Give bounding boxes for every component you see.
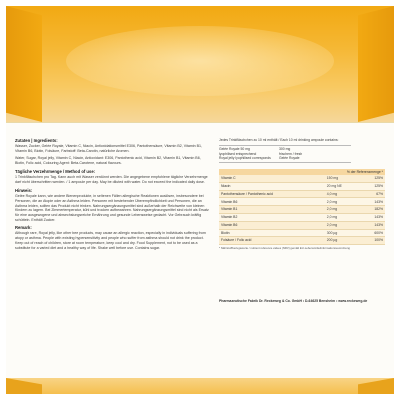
nutrient-reference-percent: 600% (361, 229, 385, 237)
nutrient-name: Vitamin B6 (219, 221, 325, 229)
nutrient-reference-percent: 143% (361, 198, 385, 206)
top-flap-highlight (66, 26, 334, 96)
label-panel (6, 122, 394, 394)
nutrient-name: Vitamin C (219, 175, 325, 182)
nutrient-reference-percent: 143% (361, 221, 385, 229)
nutrient-reference-percent: 143% (361, 213, 385, 221)
nutrient-amount: 200 µg (325, 237, 361, 245)
nutrient-amount: 2,0 mg (325, 213, 361, 221)
nutrition-column (219, 138, 385, 251)
nutrient-name: Vitamin B1 (219, 206, 325, 214)
warning-text: Gelée Royale kann, wie andere Bienenprodukte, in seltenen Fällen allergische Reaktionen auslösen, insbesondere bei Personen, die an Atopie oder an Asthma leiden. Personen mit bestehender Überempfindlichkeit und Personen, die an Asthma leiden, sollten das Produkt nicht trinken. Nahrungsergänzungsmittel sind außerhalb der Reichweite von kleinen Kindern zu lagern. Bei Zimmertemperatur, kühl und trocken aufbewahren. Nahrungsergänzungsmittel sind nicht als Ersatz für eine ausgewogene und abwechslungsreiche Ernährung und gesunde Lebensweise gedacht. Vor Gebrauch kräftig schütteln. Enthält Zucker. (15, 194, 209, 222)
usage-title: Tägliche Verzehrmenge / Method of use: (15, 168, 96, 174)
left-text-column (15, 138, 211, 253)
top-flap-right-tab (358, 6, 394, 122)
nutrition-row (219, 213, 385, 221)
nutrient-name: Pantothensäure / Pantothenic acid (219, 190, 325, 198)
nutrient-amount: 4,0 mg (325, 190, 361, 198)
ingredients-en: Water, Sugar, Royal jelly, Vitamin C, Niacin, Antioxidant: E306, Pantothenic acid, Vitamin B2, Vitamin B1, Vitamin B6, Biotin, Folic acid, Colouring Agent: Beta-Carotene, natural flavours. (15, 156, 201, 166)
nutrient-name: Folsäure / Folic acid (219, 237, 325, 245)
nutrition-row (219, 221, 385, 229)
nutrient-name: Biotin (219, 229, 325, 237)
usage-text: 1 Trinkfläschchen pro Tag. Kann auch mit Wasser verdünnt werden. Die angegebene empfohlene tägliche Verzehrmenge darf nicht überschritten werden. / 1 ampoule per day. May be diluted with water. Do not exceed the indicated daily dose. (15, 174, 208, 184)
nutrient-amount: 150 mg (325, 175, 361, 182)
nutrition-row (219, 198, 385, 206)
bottom-flap-left-tab (6, 378, 42, 394)
nutrient-reference-percent: 125% (361, 182, 385, 190)
royal-jelly-name: Gelée Royale 50 mg lyophilised entsprechend Royal jelly lyophilised corresponds (219, 147, 271, 161)
bottom-flap-right-tab (358, 378, 394, 394)
nutrition-row (219, 190, 385, 198)
top-flap-left-tab (6, 6, 42, 122)
nutrition-row (219, 175, 385, 182)
nutrient-name: Niacin (219, 182, 325, 190)
nutrition-row (219, 206, 385, 214)
bottom-flap (6, 378, 394, 394)
nutrient-reference-percent: 100% (361, 237, 385, 245)
nutrient-reference-percent: 125% (361, 175, 385, 182)
nutrient-name: Vitamin B6 (219, 198, 325, 206)
remark-title: Remark: (15, 225, 32, 231)
nutrition-row (219, 182, 385, 190)
nutrient-amount: 2,0 mg (325, 221, 361, 229)
royal-jelly-amount: 300 mg frischem / fresh Gelée Royale (279, 147, 303, 161)
manufacturer-line: Pharmazeutische Fabrik Dr. Reckeweg & Co. GmbH • D-64625 Bensheim • www.reckeweg.de (219, 299, 368, 303)
nutrient-amount: 2,0 mg (325, 206, 361, 214)
warning-title: Hinweis: (15, 188, 33, 194)
nutrition-table (219, 169, 385, 245)
royal-jelly-block (219, 145, 351, 162)
nutrient-amount: 300 µg (325, 229, 361, 237)
remark-text: Although rare, Royal jelly, like other bee products, may cause an allergic reaction, especially in individuals suffering from atopy or asthma. People with existing hypersensitivity and people who suffer from asthma should not drink the product. Keep out of reach of children, store at room temperature, keep cool and dry. Food Supplement, not to be used as a substitute for a varied diet and a healthy way of life. Shake well before use. Contains sugar. (15, 231, 206, 250)
nutrition-footnote: * Nährstoffbezugswerte / nutrient reference values (NRV) gemäß EU-Lebensmittelinformationsverordnung (219, 246, 350, 251)
ingredients-de: Wasser, Zucker, Gelée Royale, Vitamin C, Niacin, Antioxidationsmittel E306, Pantothensäure, Vitamin B2, Vitamin B1, Vitamin B6, Biotin, Folsäure, Farbstoff: Beta-Carotin, natürliche Aromen. (15, 144, 203, 153)
nutrition-intro: Jedes Trinkfläschchen zu 10 ml enthält / Each 10 ml drinking ampoule contains: (219, 138, 339, 142)
nutrient-reference-percent: 182% (361, 206, 385, 214)
nutrient-name: Vitamin B2 (219, 213, 325, 221)
nutrient-amount: 2,0 mg (325, 198, 361, 206)
ingredients-title: Zutaten | Ingredients: (15, 138, 58, 143)
nutrient-reference-percent: 67% (361, 190, 385, 198)
top-flap (6, 6, 394, 122)
nutrient-amount: 20 mg NE (325, 182, 361, 190)
nutrition-table-header: % der Referenzmenge * (219, 169, 385, 175)
nutrition-row (219, 237, 385, 245)
nutrition-row (219, 229, 385, 237)
product-box-back (6, 6, 394, 394)
nutrition-table-body (219, 175, 385, 245)
